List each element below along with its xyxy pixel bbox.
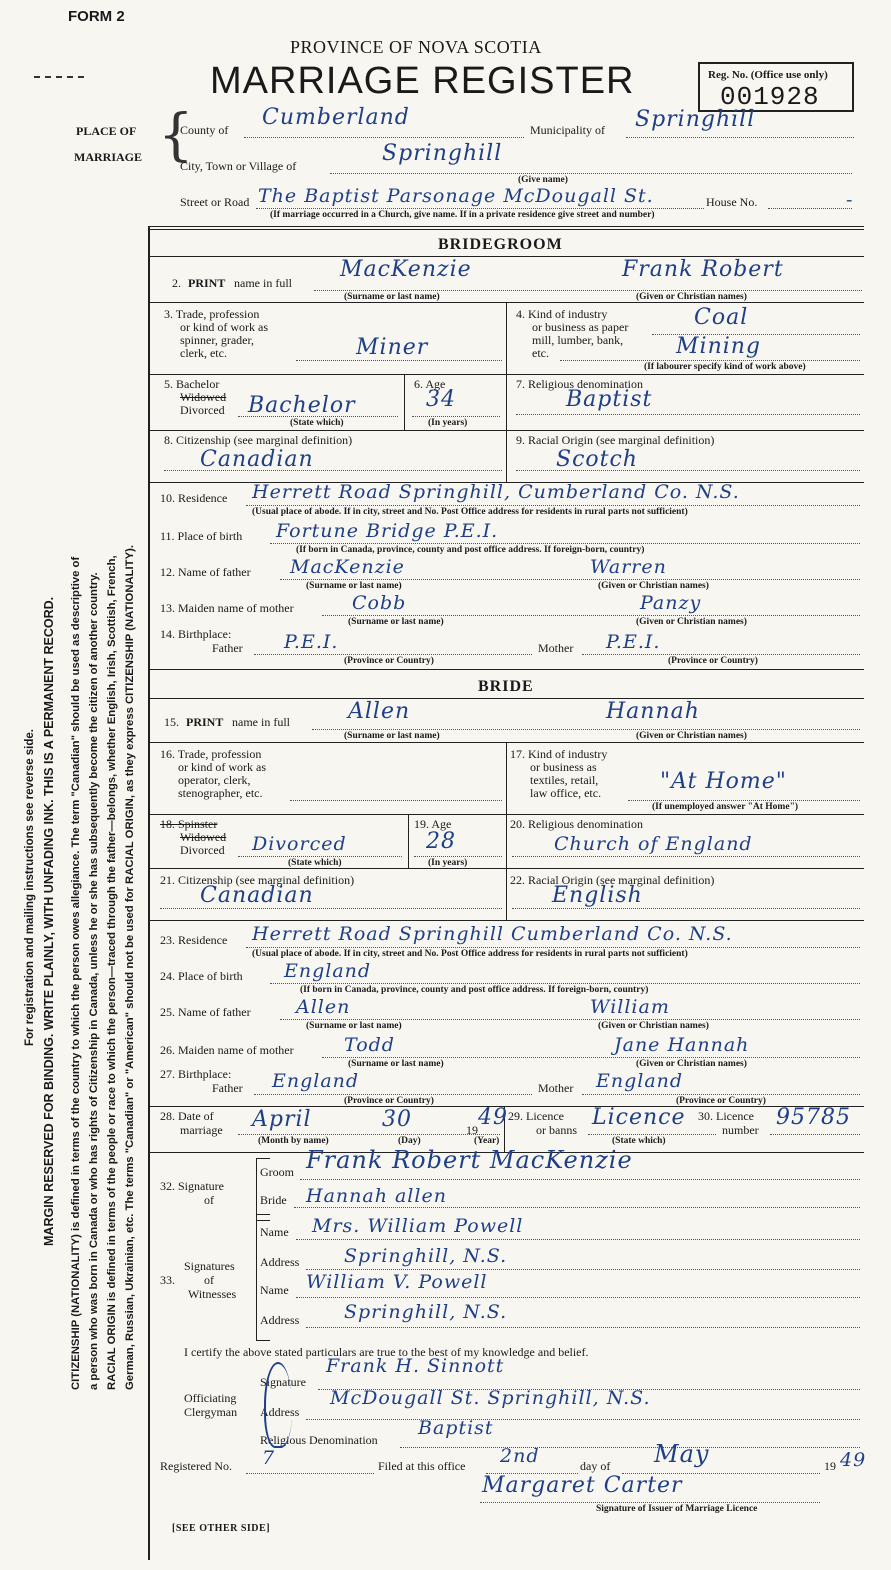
margin-instructions: For registration and mailing instructions see reverse side. (24, 729, 36, 1046)
city-label: City, Town or Village of (180, 159, 297, 173)
groom-age: 34 (426, 387, 456, 412)
house-value: - (846, 189, 854, 211)
groom-birth-note: (If born in Canada, province, county and post office address. If foreign-born, country) (296, 545, 645, 555)
bride-racial: English (552, 883, 643, 908)
bride-age-note: (In years) (428, 858, 468, 868)
signature-of-label-2: of (204, 1193, 214, 1207)
bride-mother-bp-label: Mother (538, 1081, 574, 1095)
groom-racial-label: 9. Racial Origin (see marginal definition) (516, 433, 715, 447)
bride-print-rest: name in full (232, 715, 290, 729)
clergy-signature: Frank H. Sinnott (326, 1355, 505, 1377)
groom-father-birthplace: P.E.I. (284, 631, 339, 653)
give-name-note: (Give name) (518, 175, 568, 185)
groom-age-label: 6. Age (414, 377, 446, 391)
bride-trade-label-4: stenographer, etc. (178, 786, 263, 800)
bride-father-bp-label: Father (212, 1081, 243, 1095)
bride-industry: "At Home" (660, 769, 787, 794)
county-label: County of (180, 123, 229, 137)
issuer-signature: Margaret Carter (482, 1473, 683, 1498)
place-label-2: MARRIAGE (74, 150, 142, 164)
bride-industry-label-4: law office, etc. (530, 786, 602, 800)
bride-religion: Church of England (554, 833, 753, 855)
groom-industry-2: Mining (676, 334, 762, 359)
bride-trade-label-3: operator, clerk, (178, 773, 251, 787)
groom-citizenship: Canadian (200, 447, 314, 472)
county-value: Cumberland (262, 105, 410, 130)
bride-mother-surname-note: (Surname or last name) (348, 1059, 444, 1069)
registered-no: 7 (262, 1447, 276, 1469)
bride-status: Divorced (252, 833, 347, 855)
margin-racial-def: RACIAL ORIGIN is defined in terms of the people or race to which the person—traced through the father—belongs, whether English, Irish, Scottish, French, (106, 555, 118, 1390)
bride-father-bp-note: (Province or Country) (344, 1096, 434, 1106)
groom-status-label-1: 5. Bachelor (164, 377, 220, 391)
bride-print-num: 15. (164, 715, 179, 729)
groom-signature: Frank Robert MacKenzie (306, 1146, 633, 1174)
bride-given-note: (Given or Christian names) (636, 731, 747, 741)
groom-mother-given-note: (Given or Christian names) (636, 617, 747, 627)
bride-sig-label: Bride (260, 1193, 287, 1207)
bride-status-label-1: 18. Spinster (160, 817, 218, 831)
wit2-address-label: Address (260, 1313, 300, 1327)
groom-surname: MacKenzie (340, 257, 472, 282)
margin-racial-def-2: German, Russian, Ukrainian, etc. The terms "Canadian" or "American" should not be used for RACIAL ORIGIN, as they express CITIZENSHIP (NATIONALITY). (124, 544, 136, 1390)
bride-residence-note: (Usual place of abode. If in city, street and No. Post Office address for residents in rural parts not sufficient) (252, 949, 688, 959)
groom-print-num: 2. (172, 276, 181, 290)
clergy-signature-label: Signature (260, 1375, 306, 1389)
pen-mark-icon (34, 76, 84, 78)
licence-label-1: 29. Licence (508, 1109, 564, 1123)
bride-trade-label-2: or kind of work as (178, 760, 266, 774)
municipality-value: Springhill (635, 107, 756, 132)
filed-year: 49 (840, 1449, 867, 1471)
month-note: (Month by name) (258, 1136, 329, 1146)
reg-no-label: Reg. No. (Office use only) (708, 69, 828, 81)
street-note: (If marriage occurred in a Church, give name. If in a private residence give street and number) (270, 210, 655, 220)
licence-type: Licence (592, 1105, 686, 1130)
groom-surname-note: (Surname or last name) (344, 292, 440, 302)
see-other-side: [SEE OTHER SIDE] (172, 1523, 271, 1534)
groom-industry-label-4: etc. (532, 346, 549, 360)
bride-mother-bp-note: (Province or Country) (676, 1096, 766, 1106)
bride-religion-label: 20. Religious denomination (510, 817, 643, 831)
marriage-day: 30 (382, 1107, 412, 1132)
denomination-label: Religious Denomination (260, 1433, 378, 1447)
licence-no-label-2: number (722, 1123, 759, 1137)
bride-father-surname-note: (Surname or last name) (306, 1021, 402, 1031)
clergy-address-label: Address (260, 1405, 300, 1419)
street-value: The Baptist Parsonage McDougall St. (258, 185, 654, 207)
groom-industry-label-3: mill, lumber, bank, (532, 333, 624, 347)
groom-industry-note: (If labourer specify kind of work above) (644, 362, 806, 372)
filed-year-prefix: 19 (824, 1459, 836, 1473)
groom-print-rest: name in full (234, 276, 292, 290)
groom-mother-label: 13. Maiden name of mother (160, 601, 294, 615)
groom-given: Frank Robert (622, 257, 784, 282)
bride-mother-given: Jane Hannah (614, 1034, 750, 1056)
witnesses-num: 33. (160, 1273, 175, 1287)
reg-no-value: 001928 (720, 82, 820, 112)
bride-state-which: (State which) (288, 858, 342, 868)
officiating-label-2: Clergyman (184, 1405, 238, 1419)
bride-birth-label: 24. Place of birth (160, 969, 243, 983)
groom-industry-1: Coal (694, 305, 749, 330)
groom-religion: Baptist (566, 387, 653, 412)
place-brace-icon: { (158, 103, 194, 168)
house-label: House No. (706, 195, 758, 209)
registered-no-label: Registered No. (160, 1459, 232, 1473)
bride-father-label: 25. Name of father (160, 1005, 251, 1019)
witnesses-label-1: Signatures (184, 1259, 235, 1273)
groom-racial: Scotch (556, 447, 638, 472)
margin-citizenship-def-2: a person who was born in Canada or who has rights of Citizenship in Canada, unless he or she has subsequently become the citizen of another country. (88, 572, 100, 1390)
bride-print-label: PRINT (186, 715, 224, 729)
groom-mother-bp-note: (Province or Country) (668, 656, 758, 666)
bride-residence: Herrett Road Springhill Cumberland Co. N.S. (252, 923, 733, 945)
groom-birthplace-label: 14. Birthplace: (160, 627, 232, 641)
groom-status-label-3: Divorced (180, 403, 225, 417)
date-label-1: 28. Date of (160, 1109, 214, 1123)
groom-trade-label-1: 3. Trade, profession (164, 307, 260, 321)
groom-birth: Fortune Bridge P.E.I. (276, 520, 499, 542)
bride-industry-note: (If unemployed answer "At Home") (652, 802, 799, 812)
bride-age: 28 (426, 829, 456, 854)
groom-trade-label-3: spinner, grader, (180, 333, 255, 347)
wit1-name-label: Name (260, 1225, 289, 1239)
groom-mother-surname: Cobb (352, 592, 407, 614)
officiating-label-1: Officiating (184, 1391, 237, 1405)
groom-status-label-2: Widowed (180, 390, 227, 404)
issuer-label: Signature of Issuer of Marriage Licence (596, 1504, 758, 1514)
witness1-name: Mrs. William Powell (312, 1215, 524, 1237)
witness2-address: Springhill, N.S. (344, 1301, 508, 1323)
groom-given-note: (Given or Christian names) (636, 292, 747, 302)
bride-racial-label: 22. Racial Origin (see marginal definition) (510, 873, 715, 887)
bride-mother-birthplace: England (596, 1070, 684, 1092)
filed-day: 2nd (500, 1445, 540, 1467)
clergy-flourish-icon (264, 1362, 292, 1448)
groom-residence-note: (Usual place of abode. If in city, street and No. Post Office address for residents in rural parts not sufficient) (252, 507, 688, 517)
groom-father-given: Warren (590, 556, 667, 578)
groom-religion-label: 7. Religious denomination (516, 377, 643, 391)
bride-industry-label-3: textiles, retail, (530, 773, 599, 787)
groom-industry-label-1: 4. Kind of industry (516, 307, 608, 321)
bride-surname: Allen (348, 699, 411, 724)
groom-mother-given: Panzy (640, 592, 702, 614)
bride-status-label-2: Widowed (180, 830, 227, 844)
filed-month: May (654, 1440, 710, 1468)
bride-status-label-3: Divorced (180, 843, 225, 857)
witnesses-label-2: of (204, 1273, 214, 1287)
bride-trade-label-1: 16. Trade, profession (160, 747, 262, 761)
clergy-denomination: Baptist (418, 1417, 494, 1439)
groom-print-label: PRINT (188, 276, 226, 290)
place-label-1: PLACE OF (76, 124, 137, 138)
bride-mother-label: 26. Maiden name of mother (160, 1043, 294, 1057)
bride-father-surname: Allen (296, 996, 351, 1018)
bridegroom-heading: BRIDEGROOM (438, 236, 563, 253)
bride-industry-label-2: or business as (530, 760, 597, 774)
groom-father-label: 12. Name of father (160, 565, 251, 579)
bride-age-label: 19. Age (414, 817, 452, 831)
groom-trade-label-4: clerk, etc. (180, 346, 227, 360)
groom-sig-label: Groom (260, 1165, 294, 1179)
bride-father-given: William (590, 996, 670, 1018)
licence-number: 95785 (776, 1105, 851, 1130)
groom-trade-label-2: or kind of work as (180, 320, 268, 334)
groom-citizenship-label: 8. Citizenship (see marginal definition) (164, 433, 353, 447)
marriage-year-prefix: 19 (466, 1123, 478, 1137)
bride-surname-note: (Surname or last name) (344, 731, 440, 741)
groom-residence-label: 10. Residence (160, 491, 228, 505)
margin-binding-note: MARGIN RESERVED FOR BINDING. WRITE PLAINLY, WITH UNFADING INK. THIS IS A PERMANENT RECORD. (42, 596, 56, 1246)
form-label: FORM 2 (68, 8, 125, 25)
groom-mother-birthplace: P.E.I. (606, 631, 661, 653)
bride-mother-surname: Todd (344, 1034, 395, 1056)
bride-citizenship: Canadian (200, 883, 314, 908)
groom-father-bp-note: (Province or Country) (344, 656, 434, 666)
street-label: Street or Road (180, 195, 250, 209)
bride-citizenship-label: 21. Citizenship (see marginal definition) (160, 873, 355, 887)
filed-label: Filed at this office (378, 1459, 466, 1473)
marriage-month: April (252, 1107, 312, 1132)
bride-birth-note: (If born in Canada, province, county and post office address. If foreign-born, country) (300, 985, 649, 995)
groom-father-bp-label: Father (212, 641, 243, 655)
groom-industry-label-2: or business as paper (532, 320, 629, 334)
wit1-address-label: Address (260, 1255, 300, 1269)
witness1-address: Springhill, N.S. (344, 1245, 508, 1267)
bride-residence-label: 23. Residence (160, 933, 228, 947)
bride-father-birthplace: England (272, 1070, 360, 1092)
bride-mother-given-note: (Given or Christian names) (636, 1059, 747, 1069)
city-value: Springhill (382, 141, 503, 166)
groom-mother-bp-label: Mother (538, 641, 574, 655)
groom-trade: Miner (356, 335, 429, 360)
bride-birth: England (284, 960, 372, 982)
bride-birthplace-label: 27. Birthplace: (160, 1067, 232, 1081)
groom-father-surname: MacKenzie (290, 556, 405, 578)
margin-citizenship-def: CITIZENSHIP (NATIONALITY) is defined in terms of the country to which the person owes allegiance. The term "Canadian" should be used as descriptive of (70, 556, 82, 1390)
groom-father-given-note: (Given or Christian names) (598, 581, 709, 591)
bride-father-given-note: (Given or Christian names) (598, 1021, 709, 1031)
licence-state-which: (State which) (612, 1136, 666, 1146)
witness2-name: William V. Powell (306, 1271, 488, 1293)
registration-number-box (698, 62, 854, 112)
day-of-label: day of (580, 1459, 611, 1473)
certify-statement: I certify the above stated particulars are true to the best of my knowledge and belief. (184, 1345, 589, 1359)
bride-heading: BRIDE (478, 678, 534, 695)
bride-signature: Hannah allen (306, 1185, 447, 1207)
groom-father-surname-note: (Surname or last name) (306, 581, 402, 591)
clergy-address: McDougall St. Springhill, N.S. (330, 1387, 651, 1409)
groom-birth-label: 11. Place of birth (160, 529, 243, 543)
wit2-name-label: Name (260, 1283, 289, 1297)
province-heading: PROVINCE OF NOVA SCOTIA (290, 37, 542, 57)
date-label-2: marriage (180, 1123, 223, 1137)
page-title: MARRIAGE REGISTER (210, 60, 635, 102)
signature-of-label-1: 32. Signature (160, 1179, 224, 1193)
licence-no-label-1: 30. Licence (698, 1109, 754, 1123)
groom-age-note: (In years) (428, 418, 468, 428)
groom-state-which: (State which) (290, 418, 344, 428)
bride-industry-label-1: 17. Kind of industry (510, 747, 608, 761)
licence-label-2: or banns (536, 1123, 577, 1137)
groom-status: Bachelor (248, 393, 356, 418)
year-note: (Year) (474, 1136, 500, 1146)
municipality-label: Municipality of (530, 123, 605, 137)
groom-residence: Herrett Road Springhill, Cumberland Co. N.S. (252, 481, 740, 503)
groom-mother-surname-note: (Surname or last name) (348, 617, 444, 627)
marriage-year: 49 (478, 1105, 508, 1130)
witnesses-label-3: Witnesses (188, 1287, 237, 1301)
day-note: (Day) (398, 1136, 421, 1146)
bride-given: Hannah (606, 699, 700, 724)
